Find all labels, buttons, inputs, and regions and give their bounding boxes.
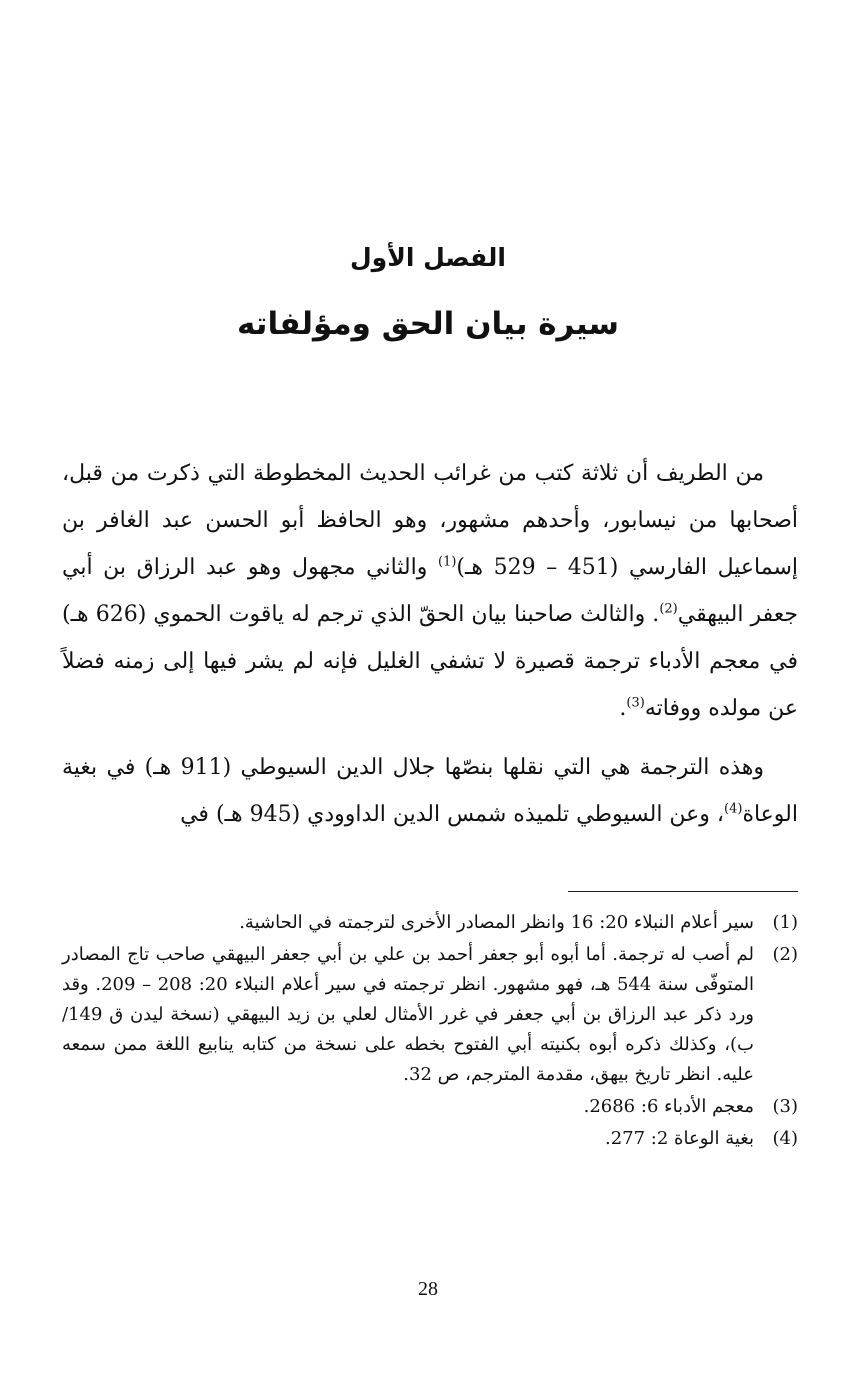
footnote-text: معجم الأدباء 6: 2686. [583,1096,754,1117]
paragraph-text: من الطريف أن ثلاثة كتب من غرائب الحديث المخطوطة التي ذكرت من قبل، أصحابها من نيسابور، وأحدهم مشهور، وهو الحافظ أبو الحسن عبد الغافر بن إسماعيل الفارسي (451 – 529 هـ) [62,461,798,580]
footnote-ref: (1) [437,554,457,570]
footnote-number: (1) [772,912,798,933]
footnote-ref: (4) [724,801,743,817]
paragraph [62,450,798,732]
footnote-text: سير أعلام النبلاء 20: 16 وانظر المصادر الأخرى لترجمته في الحاشية. [239,912,754,933]
footnote [62,1092,798,1122]
paragraph-text: والثاني مجهول وهو عبد الرزاق بن أبي جعفر البيهقي [62,555,798,627]
footnote-number: (4) [772,1128,798,1149]
paragraph-text: ، وعن السيوطي تلميذه شمس الدين الداوودي (945 هـ) في [180,802,725,827]
chapter-label: الفصل الأول [349,243,507,272]
footnote-ref: (2) [659,601,678,617]
main-text [62,450,798,838]
footnote-text: لم أصب له ترجمة. أما أبوه أبو جعفر أحمد بن علي بن أبي جعفر البيهقي صاحب تاج المصادر المتوفّى سنة 544 هـ، فهو مشهور. انظر ترجمته في سير أعلام النبلاء 20: 208 – 209. وقد ورد ذكر عبد الرزاق بن أبي جعفر في غرر الأمثال لعلي بن زيد البيهقي (نسخة ليدن ق 149/ب)، وكذلك ذكره أبوه بكنيته أبي الفتوح بخطه على نسخة من كتابه ينابيع اللغة ممن سمعه عليه. انظر تاريخ بيهق، مقدمة المترجم، ص 32. [62,944,755,1085]
footnote-ref: (3) [626,695,645,711]
page-number: 28 [418,1278,438,1300]
footnote [62,908,798,938]
paragraph-text: . والثالث صاحبنا بيان الحقّ الذي ترجم له ياقوت الحموي (626 هـ) في معجم الأدباء ترجمة قصيرة لا تشفي الغليل فإنه لم يشر فيها إلى زمنه فضلاً عن مولده ووفاته [62,602,798,721]
footnote-number: (3) [772,1096,798,1117]
footnote-number: (2) [772,944,798,965]
footnote [62,940,798,1090]
paragraph-text: وهذه الترجمة هي التي نقلها بنصّها جلال الدين السيوطي (911 هـ) في بغية الوعاة [62,755,798,827]
paragraph [62,744,798,838]
footnote [62,1124,798,1154]
footnotes [62,908,798,1154]
paragraph-text: . [619,696,627,721]
chapter-title: سيرة بيان الحق ومؤلفاته [237,306,619,342]
footnote-divider [568,891,798,892]
footnote-text: بغية الوعاة 2: 277. [604,1128,754,1149]
